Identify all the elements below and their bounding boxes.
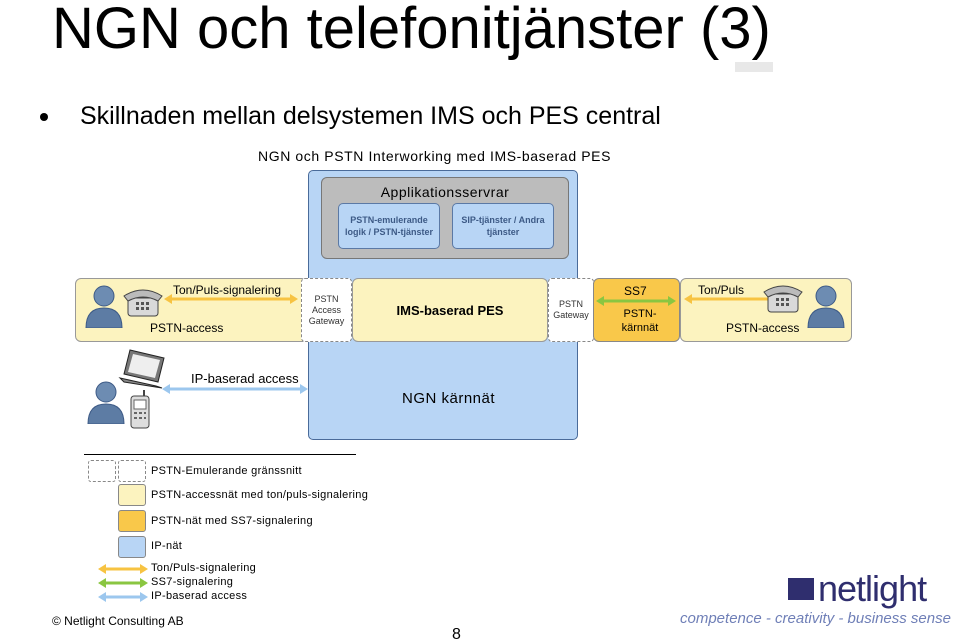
legend-swatch-emulation-a <box>88 460 116 482</box>
user-icon <box>86 380 126 424</box>
page-number: 8 <box>452 626 461 643</box>
pstn-gateway <box>548 278 594 342</box>
right-signaling-label: Ton/Puls <box>698 283 745 297</box>
pstn-access-gateway <box>301 278 352 342</box>
sip-services-label: SIP-tjänster / Andra tjänster <box>461 215 545 237</box>
tagline: competence - creativity - business sense <box>680 610 951 627</box>
pstn-emulation-logic-label: PSTN-emulerande logik / PSTN-tjänster <box>344 215 433 237</box>
user-icon <box>806 284 846 328</box>
mobile-phone-icon <box>128 390 152 430</box>
ss7-label: SS7 <box>624 284 647 298</box>
header-decoration <box>735 62 773 72</box>
user-icon <box>84 284 124 328</box>
netlight-logo: netlight <box>818 568 927 609</box>
copyright: © Netlight Consulting AB <box>52 614 184 628</box>
telephone-icon <box>122 288 164 318</box>
legend-swatch-emulation-b <box>118 460 146 482</box>
legend-label: PSTN-Emulerande gränssnitt <box>151 465 302 477</box>
ip-access-label: IP-baserad access <box>191 371 299 386</box>
legend-label: PSTN-accessnät med ton/puls-signalering <box>151 489 369 501</box>
ims-pes-label: IMS-baserad PES <box>396 302 504 318</box>
legend-divider <box>84 454 356 455</box>
pstn-emulation-logic-box <box>338 203 440 249</box>
legend-swatch-pstn-access <box>118 484 146 506</box>
pstn-core-label: PSTN-kärnnät <box>621 308 659 334</box>
legend-label: IP-nät <box>151 540 183 552</box>
ims-pes-box <box>352 278 548 342</box>
left-access-label: PSTN-access <box>150 321 224 335</box>
bullet-text: Skillnaden mellan delsystemen IMS och PES central <box>80 102 661 130</box>
right-access-label: PSTN-access <box>726 321 800 335</box>
netlight-logo-icon <box>788 578 814 600</box>
legend-label: PSTN-nät med SS7-signalering <box>151 515 313 527</box>
legend-label: SS7-signalering <box>151 576 234 588</box>
legend-arrows <box>98 564 148 602</box>
telephone-icon <box>762 284 804 314</box>
pstn-gateway-label: PSTN Gateway <box>553 299 589 320</box>
application-servers-box <box>321 177 569 259</box>
legend-label: Ton/Puls-signalering <box>151 562 257 574</box>
application-servers-label: Applikationsservrar <box>380 184 510 200</box>
legend-swatch-ip <box>118 536 146 558</box>
pstn-access-gateway-label: PSTN Access Gateway <box>308 293 345 326</box>
sip-services-box <box>452 203 554 249</box>
legend-swatch-ss7 <box>118 510 146 532</box>
bullet-dot <box>40 113 48 121</box>
diagram-subtitle: NGN och PSTN Interworking med IMS-baserad PES <box>258 148 612 164</box>
slide-title: NGN och telefonitjänster (3) <box>52 0 771 61</box>
legend-label: IP-baserad access <box>151 590 248 602</box>
left-signaling-label: Ton/Puls-signalering <box>173 283 282 297</box>
ngn-core-label: NGN kärnnät <box>402 390 496 407</box>
